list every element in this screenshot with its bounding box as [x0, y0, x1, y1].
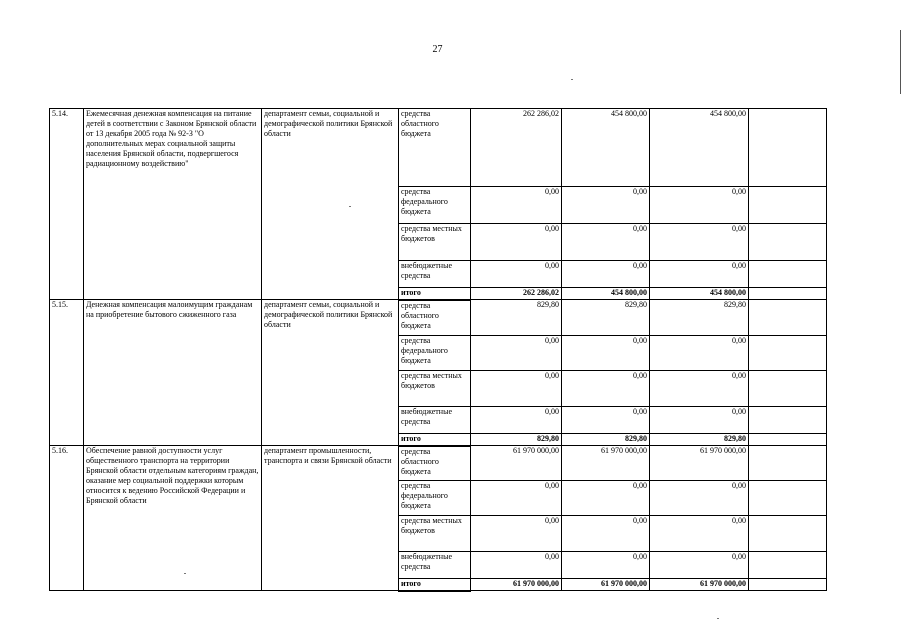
amount-year-2: 829,80	[562, 434, 650, 446]
funding-source-label: внебюджетные средства	[399, 552, 471, 579]
funding-source-label: средства местных бюджетов	[399, 371, 471, 407]
amount-year-3: 454 800,00	[650, 109, 749, 187]
amount-year-2: 454 800,00	[562, 109, 650, 187]
amount-year-1: 0,00	[471, 552, 562, 579]
amount-year-3: 0,00	[650, 481, 749, 516]
scan-edge-mark	[900, 30, 901, 94]
scan-speck	[184, 573, 186, 574]
funding-source-label: итого	[399, 288, 471, 300]
amount-year-2: 61 970 000,00	[562, 446, 650, 481]
item-code: 5.16.	[50, 446, 84, 591]
amount-year-2: 829,80	[562, 300, 650, 336]
empty-cell	[749, 446, 827, 481]
amount-year-3: 829,80	[650, 300, 749, 336]
amount-year-1: 829,80	[471, 434, 562, 446]
item-code: 5.15.	[50, 300, 84, 446]
budget-table	[49, 108, 827, 592]
amount-year-3: 0,00	[650, 516, 749, 552]
table-row	[50, 446, 827, 481]
amount-year-1: 0,00	[471, 407, 562, 434]
scan-speck	[571, 79, 573, 80]
table-row	[50, 300, 827, 336]
funding-source-label: средства областного бюджета	[399, 300, 471, 336]
scan-speck	[717, 618, 719, 619]
amount-year-3: 0,00	[650, 224, 749, 261]
empty-cell	[749, 371, 827, 407]
empty-cell	[749, 109, 827, 187]
item-executor: департамент семьи, социальной и демографической политики Брянской области	[262, 109, 399, 300]
amount-year-1: 262 286,02	[471, 109, 562, 187]
funding-source-label: средства федерального бюджета	[399, 336, 471, 371]
funding-source-label: итого	[399, 579, 471, 591]
empty-cell	[749, 300, 827, 336]
funding-source-label: средства федерального бюджета	[399, 187, 471, 224]
item-executor: департамент промышленности, транспорта и связи Брянской области	[262, 446, 399, 591]
funding-source-label: средства местных бюджетов	[399, 224, 471, 261]
item-code: 5.14.	[50, 109, 84, 300]
amount-year-1: 0,00	[471, 224, 562, 261]
amount-year-1: 61 970 000,00	[471, 579, 562, 591]
amount-year-2: 0,00	[562, 407, 650, 434]
amount-year-3: 0,00	[650, 336, 749, 371]
amount-year-2: 0,00	[562, 187, 650, 224]
amount-year-1: 262 286,02	[471, 288, 562, 300]
amount-year-3: 61 970 000,00	[650, 446, 749, 481]
empty-cell	[749, 187, 827, 224]
amount-year-2: 0,00	[562, 481, 650, 516]
amount-year-3: 0,00	[650, 552, 749, 579]
empty-cell	[749, 552, 827, 579]
amount-year-3: 0,00	[650, 261, 749, 288]
item-description: Обеспечение равной доступности услуг общественного транспорта на территории Брянской области отдельным категориям граждан, оказание мер социальной поддержки которым относится к ведению Российской Федерации и Брянской области	[84, 446, 262, 591]
item-executor: департамент семьи, социальной и демографической политики Брянской области	[262, 300, 399, 446]
funding-source-label: средства областного бюджета	[399, 109, 471, 187]
amount-year-2: 0,00	[562, 552, 650, 579]
funding-source-label: внебюджетные средства	[399, 261, 471, 288]
table-body	[50, 109, 827, 591]
empty-cell	[749, 407, 827, 434]
amount-year-3: 454 800,00	[650, 288, 749, 300]
empty-cell	[749, 224, 827, 261]
funding-source-label: средства местных бюджетов	[399, 516, 471, 552]
item-description: Денежная компенсация малоимущим гражданам на приобретение бытового сжиженного газа	[84, 300, 262, 446]
amount-year-1: 829,80	[471, 300, 562, 336]
amount-year-1: 0,00	[471, 336, 562, 371]
table-row	[50, 109, 827, 187]
scan-speck	[349, 206, 351, 207]
empty-cell	[749, 288, 827, 300]
amount-year-3: 0,00	[650, 187, 749, 224]
amount-year-2: 61 970 000,00	[562, 579, 650, 591]
amount-year-2: 454 800,00	[562, 288, 650, 300]
funding-source-label: средства областного бюджета	[399, 446, 471, 481]
amount-year-1: 0,00	[471, 481, 562, 516]
empty-cell	[749, 336, 827, 371]
amount-year-2: 0,00	[562, 261, 650, 288]
funding-source-label: внебюджетные средства	[399, 407, 471, 434]
empty-cell	[749, 434, 827, 446]
amount-year-1: 0,00	[471, 371, 562, 407]
amount-year-1: 61 970 000,00	[471, 446, 562, 481]
amount-year-2: 0,00	[562, 224, 650, 261]
amount-year-2: 0,00	[562, 336, 650, 371]
amount-year-2: 0,00	[562, 371, 650, 407]
amount-year-2: 0,00	[562, 516, 650, 552]
amount-year-1: 0,00	[471, 261, 562, 288]
amount-year-3: 61 970 000,00	[650, 579, 749, 591]
amount-year-3: 0,00	[650, 371, 749, 407]
amount-year-3: 829,80	[650, 434, 749, 446]
empty-cell	[749, 579, 827, 591]
empty-cell	[749, 481, 827, 516]
page-number: 27	[432, 44, 443, 55]
amount-year-3: 0,00	[650, 407, 749, 434]
funding-source-label: итого	[399, 434, 471, 446]
item-description: Ежемесячная денежная компенсация на питание детей в соответствии с Законом Брянской области от 13 декабря 2005 года № 92-З "О дополнительных мерах социальной защиты населения Брянской области, подвергшегося радиационному воздействию"	[84, 109, 262, 300]
amount-year-1: 0,00	[471, 516, 562, 552]
empty-cell	[749, 516, 827, 552]
empty-cell	[749, 261, 827, 288]
funding-source-label: средства федерального бюджета	[399, 481, 471, 516]
amount-year-1: 0,00	[471, 187, 562, 224]
